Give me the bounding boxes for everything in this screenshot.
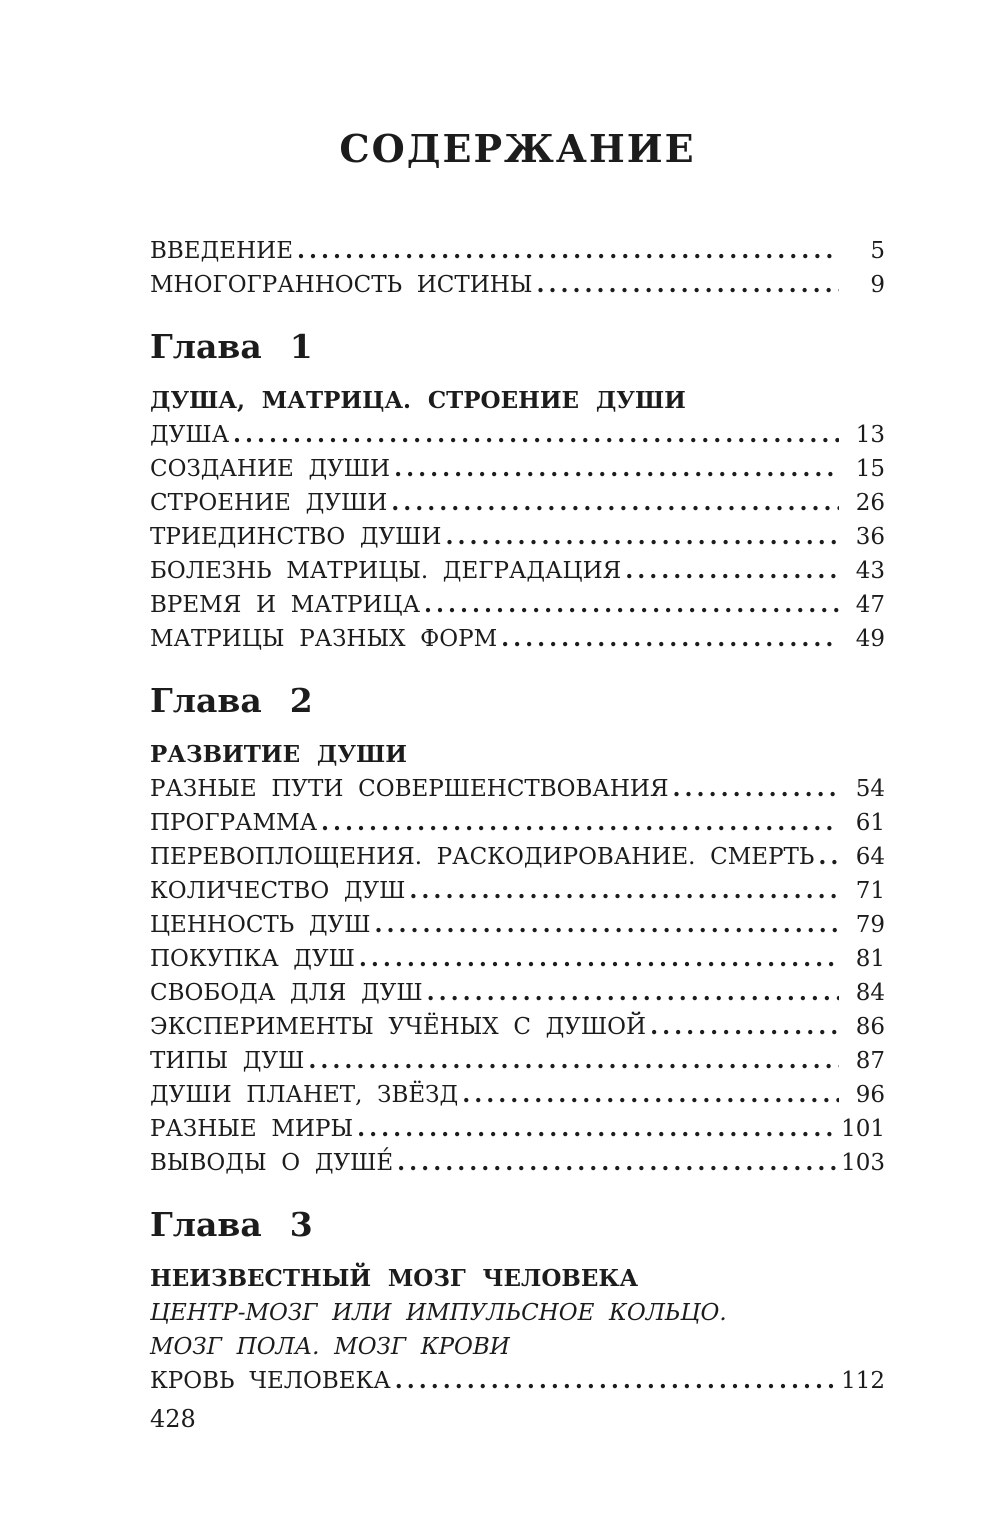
toc-entry (150, 942, 885, 976)
toc-entry (150, 1146, 885, 1180)
toc-entry (150, 874, 885, 908)
dot-leader (355, 942, 839, 976)
toc-entry (150, 1112, 885, 1146)
dot-leader (669, 772, 839, 806)
toc-entry-page: 79 (855, 912, 885, 938)
dot-leader (393, 1146, 839, 1180)
toc-entry-label: ЦЕННОСТЬ ДУШ (150, 912, 371, 938)
toc-entry-page: 96 (855, 1082, 885, 1108)
chapter-3-subtopic-line: ЦЕНТР-МОЗГ ИЛИ ИМПУЛЬСНОЕ КОЛЬЦО. (150, 1300, 727, 1326)
toc-entry (150, 486, 885, 520)
dot-leader (497, 622, 839, 656)
chapter-2-heading: Глава 2 (150, 681, 313, 720)
dot-leader (646, 1010, 839, 1044)
toc-entry-page: 9 (870, 272, 885, 298)
toc-entry (150, 418, 885, 452)
toc-entry-page: 5 (870, 238, 885, 264)
dot-leader (458, 1078, 839, 1112)
chapter-1-subtitle: ДУША, МАТРИЦА. СТРОЕНИЕ ДУШИ (150, 387, 686, 414)
toc-entry (150, 1078, 885, 1112)
toc-entry-label: СОЗДАНИЕ ДУШИ (150, 456, 391, 482)
chapter-3-heading: Глава 3 (150, 1205, 313, 1244)
toc-entry-page: 101 (841, 1116, 885, 1142)
toc-entry-label: ПОКУПКА ДУШ (150, 946, 355, 972)
toc-entry-page: 81 (855, 946, 885, 972)
toc-entry (150, 452, 885, 486)
toc-entry-label: ТРИЕДИНСТВО ДУШИ (150, 524, 442, 550)
toc-entry-label: ПЕРЕВОПЛОЩЕНИЯ. РАСКОДИРОВАНИЕ. СМЕРТЬ (150, 844, 815, 870)
toc-entry-label: МАТРИЦЫ РАЗНЫХ ФОРМ (150, 626, 498, 652)
toc-entry-page: 64 (855, 844, 885, 870)
dot-leader (317, 806, 839, 840)
toc-entry (150, 806, 885, 840)
toc-entry-label: СВОБОДА ДЛЯ ДУШ (150, 980, 423, 1006)
toc-entry-page: 13 (855, 422, 885, 448)
dot-leader (390, 452, 839, 486)
toc-entry-label: ДУШИ ПЛАНЕТ, ЗВЁЗД (150, 1082, 459, 1108)
dot-leader (353, 1112, 839, 1146)
toc-entry-page: 43 (855, 558, 885, 584)
toc-entry (150, 554, 885, 588)
dot-leader (420, 588, 839, 622)
toc-entry-label: ДУША (150, 422, 229, 448)
folio-page-number: 428 (150, 1405, 196, 1433)
dot-leader (371, 908, 840, 942)
toc-entry-page: 36 (855, 524, 885, 550)
toc-entry-page: 87 (855, 1048, 885, 1074)
toc-entry-page: 71 (855, 878, 885, 904)
dot-leader (387, 486, 839, 520)
dot-leader (621, 554, 839, 588)
dot-leader (814, 840, 839, 874)
toc-entry-label: РАЗНЫЕ ПУТИ СОВЕРШЕНСТВОВАНИЯ (150, 776, 669, 802)
dot-leader (304, 1044, 839, 1078)
toc-entry (150, 520, 885, 554)
toc-entry (150, 622, 885, 656)
toc-entry (150, 588, 885, 622)
dot-leader (293, 234, 839, 268)
toc-entry-label: СТРОЕНИЕ ДУШИ (150, 490, 388, 516)
toc-entry-page: 61 (855, 810, 885, 836)
toc-entry-page: 26 (855, 490, 885, 516)
toc-entry-label: ВВЕДЕНИЕ (150, 238, 293, 264)
dot-leader (533, 268, 840, 302)
toc-entry (150, 840, 885, 874)
chapter-3-subtopic-line: МОЗГ ПОЛА. МОЗГ КРОВИ (150, 1334, 510, 1360)
toc-entry-label: ПРОГРАММА (150, 810, 318, 836)
dot-leader (423, 976, 839, 1010)
dot-leader (441, 520, 839, 554)
toc-entry-page: 103 (841, 1150, 885, 1176)
toc-entry (150, 1364, 885, 1398)
toc-entry (150, 234, 885, 268)
toc-entry (150, 772, 885, 806)
toc-entry-label: ВРЕМЯ И МАТРИЦА (150, 592, 421, 618)
toc-entry (150, 1010, 885, 1044)
toc-entry-page: 54 (855, 776, 885, 802)
toc-entry-label: ЭКСПЕРИМЕНТЫ УЧЁНЫХ С ДУШОЙ (150, 1014, 647, 1040)
toc-entry-label: КОЛИЧЕСТВО ДУШ (150, 878, 406, 904)
dot-leader (229, 418, 839, 452)
toc-entry-page: 112 (841, 1368, 885, 1394)
toc-entry-page: 84 (855, 980, 885, 1006)
toc-entry-label: РАЗНЫЕ МИРЫ (150, 1116, 354, 1142)
toc-entry-label: МНОГОГРАННОСТЬ ИСТИНЫ (150, 272, 533, 298)
toc-entry-page: 49 (855, 626, 885, 652)
page-title: СОДЕРЖАНИЕ (339, 126, 696, 171)
toc-entry-label: БОЛЕЗНЬ МАТРИЦЫ. ДЕГРАДАЦИЯ (150, 558, 622, 584)
toc-entry-page: 47 (855, 592, 885, 618)
chapter-3-subtitle: НЕИЗВЕСТНЫЙ МОЗГ ЧЕЛОВЕКА (150, 1265, 639, 1292)
toc-entry-label: КРОВЬ ЧЕЛОВЕКА (150, 1368, 391, 1394)
toc-entry (150, 268, 885, 302)
toc-entry (150, 1044, 885, 1078)
toc-entry-page: 15 (855, 456, 885, 482)
chapter-2-subtitle: РАЗВИТИЕ ДУШИ (150, 741, 407, 768)
chapter-1-heading: Глава 1 (150, 327, 313, 366)
dot-leader (405, 874, 839, 908)
toc-entry-label: ТИПЫ ДУШ (150, 1048, 305, 1074)
toc-entry (150, 908, 885, 942)
dot-leader (391, 1364, 839, 1398)
toc-entry-page: 86 (855, 1014, 885, 1040)
toc-entry (150, 976, 885, 1010)
toc-entry-label: ВЫВОДЫ О ДУШЕ́ (150, 1150, 394, 1176)
